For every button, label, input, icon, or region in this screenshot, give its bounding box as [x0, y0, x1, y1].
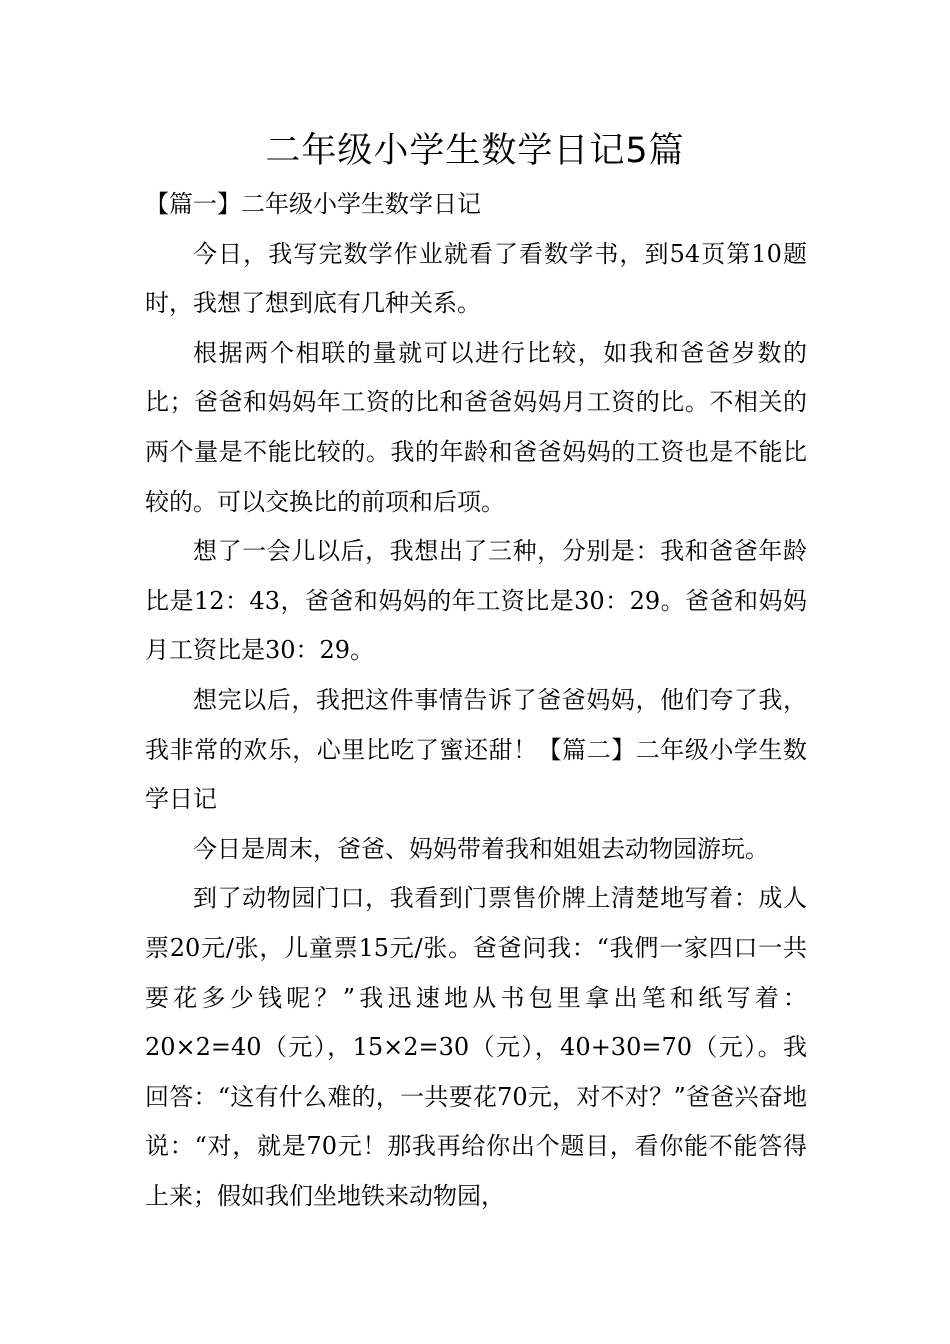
- section-heading: 【篇一】二年级小学生数学日记: [145, 190, 481, 218]
- paragraph: 根据两个相联的量就可以进行比较，如我和爸爸岁数的比；爸爸和妈妈年工资的比和爸爸妈妈月工资的比。不相关的两个量是不能比较的。我的年龄和爸爸妈妈的工资也是不能比较的。可以交换比的前项和后项。: [145, 338, 807, 516]
- document-body: [145, 180, 807, 1221]
- paragraph: 想完以后，我把这件事情告诉了爸爸妈妈，他们夸了我，我非常的欢乐，心里比吃了蜜还甜！【篇二】二年级小学生数学日记: [145, 685, 807, 814]
- paragraph: 想了一会儿以后，我想出了三种，分别是：我和爸爸年龄比是12：43，爸爸和妈妈的年工资比是30：29。爸爸和妈妈月工资比是30：29。: [145, 537, 807, 665]
- document-title: 二年级小学生数学日记5篇: [265, 131, 685, 171]
- paragraph: 到了动物园门口，我看到门票售价牌上清楚地写着：成人票20元/张，儿童票15元/张。爸爸问我：“我們一家四口一共要花多少钱呢？”我迅速地从书包里拿出笔和纸写着：20×2=40（元），15×2=30（元），40+30=70（元）。我回答：“这有什么难的，一共要花70元，对不对？”爸爸兴奋地说：“对，就是70元！那我再给你出个题目，看你能不能答得上来；假如我们坐地铁来动物园，: [145, 884, 807, 1210]
- paragraph: 今日，我写完数学作业就看了看数学书，到54页第10题时，我想了想到底有几种关系。: [145, 239, 807, 318]
- paragraph: 今日是周末，爸爸、妈妈带着我和姐姐去动物园游玩。: [193, 834, 769, 863]
